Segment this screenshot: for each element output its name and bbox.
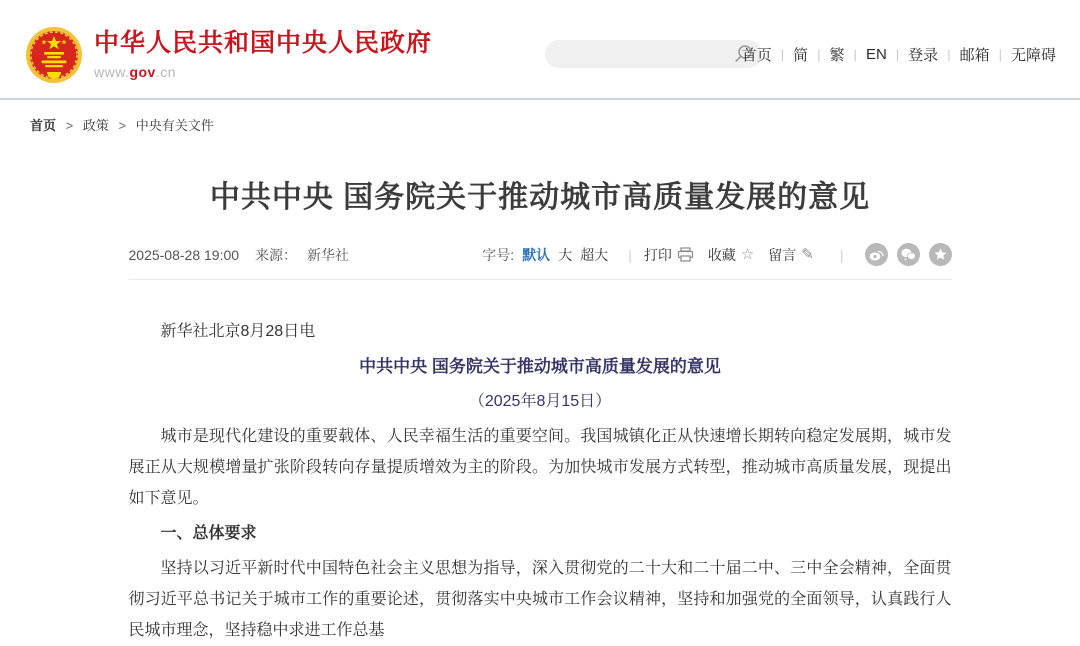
breadcrumb-separator: > [65, 118, 74, 133]
search-box [545, 40, 762, 68]
favorite-button[interactable] [708, 245, 754, 265]
publish-date: 2025-08-28 19:00 [128, 246, 240, 263]
nav-separator: | [998, 47, 1002, 62]
page-title: 中共中央 国务院关于推动城市高质量发展的意见 [209, 181, 871, 214]
font-size-label: 字号: [482, 246, 515, 263]
document-title: 中共中央 国务院关于推动城市高质量发展的意见 [359, 357, 721, 376]
site-url [94, 64, 432, 80]
nav-separator: | [853, 47, 857, 62]
nav-login[interactable]: 登录 [908, 47, 939, 64]
nav-traditional[interactable]: 繁 [829, 47, 845, 64]
paragraph: 城市是现代化建设的重要载体、人民幸福生活的重要空间。我国城镇化正从快速增长期转向稳定发展期，城市发展正从大规模增量扩张阶段转向存量提质增效为主的阶段。为加快城市发展方式转型，推动城市高质量发展，现提出如下意见。 [128, 428, 952, 507]
site-title: 中华人民共和国中央人民政府 [94, 29, 433, 57]
printer-icon [677, 247, 694, 262]
breadcrumb-home[interactable]: 首页 [30, 118, 57, 133]
weibo-icon [869, 248, 884, 261]
share-buttons [856, 243, 952, 266]
toolbar-separator: | [839, 246, 844, 263]
meta-toolbar [482, 243, 951, 266]
font-size-default-button[interactable]: 默认 [522, 246, 551, 263]
nav-simplified[interactable]: 简 [793, 47, 809, 64]
share-wechat-button[interactable] [897, 243, 920, 266]
site-logo-link[interactable] [25, 26, 432, 84]
font-size-large-button[interactable]: 大 [558, 246, 573, 263]
share-weibo-button[interactable] [865, 243, 888, 266]
breadcrumb-current: 中央有关文件 [135, 118, 214, 133]
nav-separator: | [947, 47, 951, 62]
section-heading: 一、总体要求 [160, 525, 257, 542]
top-nav [742, 44, 1056, 65]
search-input[interactable] [559, 40, 729, 68]
comment-button[interactable] [768, 245, 814, 265]
byline: 新华社北京8月28日电 [160, 323, 316, 340]
meta-left [129, 245, 350, 265]
favorite-label: 收藏 [707, 246, 736, 263]
qzone-star-icon [934, 248, 947, 261]
url-cn: .cn [155, 63, 177, 80]
nav-separator: | [895, 47, 900, 62]
brand-text [94, 26, 432, 80]
comment-label: 留言 [768, 246, 797, 263]
print-label: 打印 [643, 246, 672, 263]
nav-home[interactable]: 首页 [741, 47, 772, 64]
source-label: 来源： [255, 246, 298, 263]
site-header [0, 0, 1080, 100]
breadcrumb [30, 115, 1080, 134]
nav-separator: | [817, 47, 821, 62]
document-date: （2025年8月15日） [468, 393, 612, 410]
nav-accessibility[interactable]: 无障碍 [1010, 47, 1056, 64]
pencil-icon: ✎ [801, 246, 814, 263]
breadcrumb-policy[interactable]: 政策 [82, 118, 109, 133]
source-value[interactable]: 新华社 [307, 246, 350, 263]
paragraph: 坚持以习近平新时代中国特色社会主义思想为指导，深入贯彻党的二十大和二十届二中、三中全会精神，全面贯彻习近平总书记关于城市工作的重要论述，贯彻落实中央城市工作会议精神，坚持和加强党的全面领导，认真践行人民城市理念，坚持稳中求进工作总基 [128, 560, 952, 639]
article-meta-row [129, 243, 952, 266]
national-emblem-icon [25, 26, 83, 84]
nav-english[interactable]: EN [865, 46, 887, 63]
nav-separator: | [780, 47, 785, 62]
print-button[interactable] [644, 245, 694, 265]
meta-divider [129, 279, 952, 280]
breadcrumb-separator: > [118, 118, 127, 133]
nav-mail[interactable]: 邮箱 [959, 47, 990, 64]
wechat-icon [901, 248, 916, 261]
article [129, 172, 952, 646]
url-gov: gov [129, 63, 156, 80]
font-size-xlarge-button[interactable]: 超大 [580, 246, 609, 263]
article-body [129, 316, 952, 646]
toolbar-separator: | [628, 246, 632, 263]
url-www: www. [94, 63, 130, 80]
star-icon: ☆ [740, 246, 755, 263]
share-qzone-button[interactable] [929, 243, 952, 266]
